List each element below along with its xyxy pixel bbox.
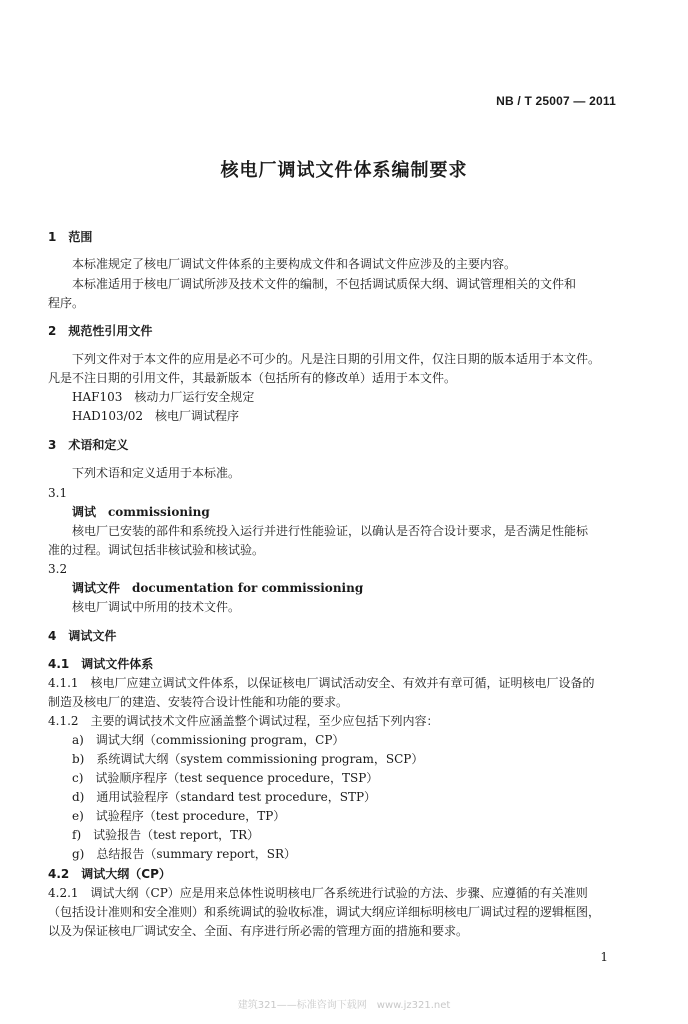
section-1-para-2: 本标准适用于核电厂调试所涉及技术文件的编制，不包括调试质保大纲、调试管理相关的文件和 [72, 277, 577, 291]
section-3-para-1: 下列术语和定义适用于本标准。 [72, 466, 241, 480]
page-number: 1 [600, 950, 608, 964]
clause-4-1-1-cont: 制造及核电厂的建造、安装符合设计性能和功能的要求。 [48, 695, 349, 709]
section-2-para-1: 下列文件对于本文件的应用是必不可少的。凡是注日期的引用文件，仅注日期的版本适用于本文件。 [72, 352, 601, 366]
list-item: c) 试验顺序程序（test sequence procedure，TSP） [72, 771, 379, 785]
section-4-2-heading: 4.2 调试大纲（CP） [48, 867, 171, 881]
term-3-1-definition-cont: 准的过程。调试包括非核试验和核试验。 [48, 543, 265, 557]
list-item: a) 调试大纲（commissioning program，CP） [72, 733, 345, 747]
section-1-heading: 1 范围 [48, 230, 93, 244]
term-3-2-number: 3.2 [48, 562, 68, 576]
term-3-2-definition: 核电厂调试中所用的技术文件。 [72, 600, 241, 614]
section-3-heading: 3 术语和定义 [48, 438, 129, 452]
clause-4-1-1: 4.1.1 核电厂应建立调试文件体系，以保证核电厂调试活动安全、有效并有章可循，证明核电厂设备的 [48, 676, 595, 690]
term-3-1-title: 调试 commissioning [72, 505, 210, 519]
list-item: d) 通用试验程序（standard test procedure，STP） [72, 790, 377, 804]
list-item: f) 试验报告（test report，TR） [72, 828, 260, 842]
list-item: b) 系统调试大纲（system commissioning program，SCP） [72, 752, 424, 766]
list-item: g) 总结报告（summary report，SR） [72, 847, 297, 861]
document-title: 核电厂调试文件体系编制要求 [220, 160, 468, 181]
section-1-para-2-cont: 程序。 [48, 296, 85, 310]
term-3-1-number: 3.1 [48, 486, 68, 500]
term-3-2-title: 调试文件 documentation for commissioning [72, 581, 364, 595]
list-item: e) 试验程序（test procedure，TP） [72, 809, 286, 823]
reference-had103: HAD103/02 核电厂调试程序 [72, 409, 239, 423]
clause-4-2-1-cont-1: （包括设计准则和安全准则）和系统调试的验收标准，调试大纲应详细标明核电厂调试过程的逻辑框图， [48, 905, 601, 919]
watermark-footer: 建筑321——标准咨询下载网 www.jz321.net [237, 1000, 451, 1011]
clause-4-1-2: 4.1.2 主要的调试技术文件应涵盖整个调试过程，至少应包括下列内容： [48, 714, 439, 728]
section-4-heading: 4 调试文件 [48, 629, 117, 643]
standard-number: NB / T 25007 — 2011 [496, 94, 616, 108]
section-2-para-1-cont: 凡是不注日期的引用文件，其最新版本（包括所有的修改单）适用于本文件。 [48, 371, 457, 385]
reference-haf103: HAF103 核动力厂运行安全规定 [72, 390, 255, 404]
clause-4-2-1-cont-2: 以及为保证核电厂调试安全、全面、有序进行所必需的管理方面的措施和要求。 [48, 924, 469, 938]
section-1-para-1: 本标准规定了核电厂调试文件体系的主要构成文件和各调试文件应涉及的主要内容。 [72, 257, 517, 271]
section-2-heading: 2 规范性引用文件 [48, 324, 153, 338]
section-4-1-heading: 4.1 调试文件体系 [48, 657, 154, 671]
clause-4-2-1: 4.2.1 调试大纲（CP）应是用来总体性说明核电厂各系统进行试验的方法、步骤、应遵循的有关准则 [48, 886, 588, 900]
term-3-1-definition: 核电厂已安装的部件和系统投入运行并进行性能验证，以确认是否符合设计要求，是否满足性能标 [72, 524, 589, 538]
